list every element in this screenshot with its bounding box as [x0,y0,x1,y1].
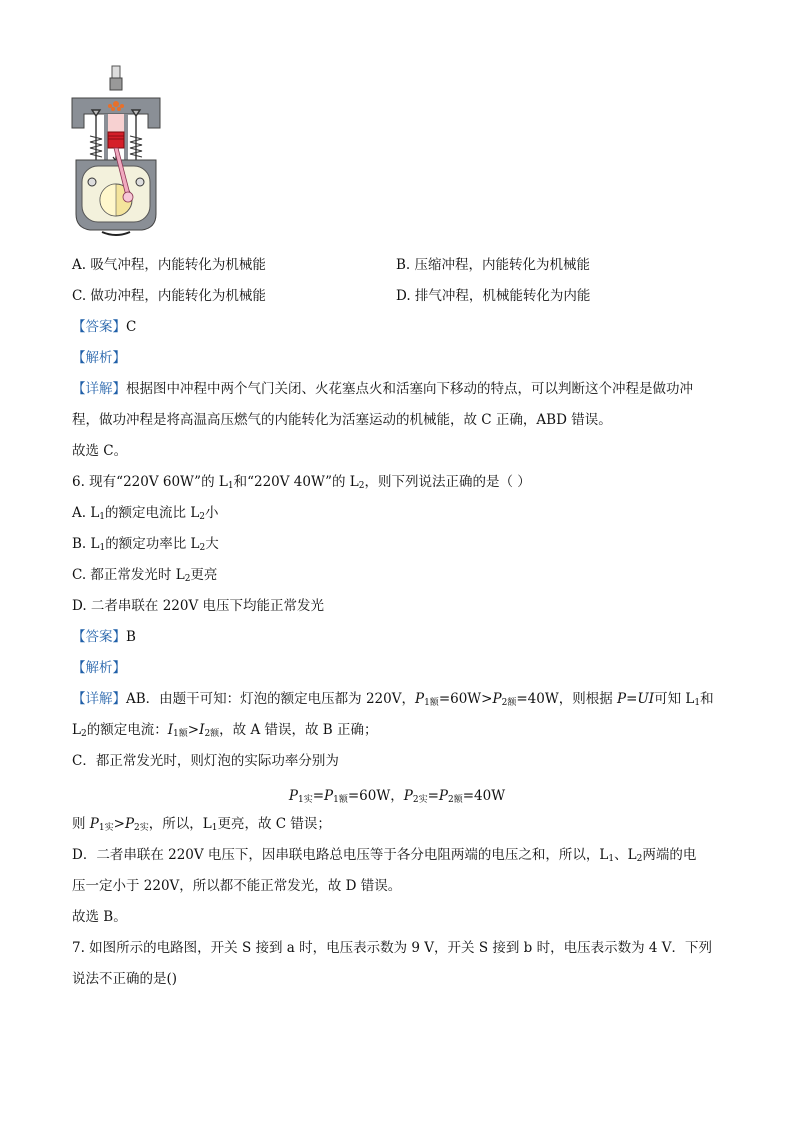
q7-stem-line-2: 说法不正确的是() [72,971,178,987]
q6-power-formula: $P_{1实}=P_{1额}=60W$，$P_{2实}=P_{2额}=40W$ [288,788,506,805]
q6-detail-ab-line-1: 【详解】AB．由题干可知：灯泡的额定电压都为 220V，$P_{1额}=60W>P_{2额}=40W$，则根据 P=UI可知 $L_1$和 [72,691,714,708]
q5-answer: 【答案】C [72,319,137,335]
cam-left [88,178,96,186]
q6-detail-ab-line-2: $L_2$的额定电流：$I_{1额}>I_{2额}$，故 A 错误，故 B 正确； [72,722,378,739]
q6-conclusion: 故选 B。 [72,909,127,925]
engine-diagram [68,64,164,244]
q6-option-a: A. $L_1$的额定电流比 $L_2$小 [72,505,219,522]
q6-stem: 6. 现有“220V 60W”的 $L_1$和“220V 40W”的 $L_2$，则下列说法正确的是（ ） [72,474,531,491]
rotation-arrow [102,232,130,235]
q6-analysis-tag: 【解析】 [72,660,126,676]
q5-analysis-tag: 【解析】 [72,350,126,366]
q5-conclusion: 故选 C。 [72,443,128,459]
q6-detail-d-line-1: D．二者串联在 220V 电压下，因串联电路总电压等于各分电阻两端的电压之和，所以，$L_1$、$L_2$两端的电 [72,847,697,864]
q7-stem-line-1: 7. 如图所示的电路图，开关 S 接到 a 时，电压表示数为 9 V，开关 S 接到 b 时，电压表示数为 4 V．下列 [72,940,713,956]
answer-tag: 【答案】 [72,319,126,335]
piston [108,132,124,148]
q5-option-c: C. 做功冲程，内能转化为机械能 [72,288,266,304]
q6-option-d: D. 二者串联在 220V 电压下均能正常发光 [72,598,325,614]
combustion-chamber [108,114,124,132]
q6-option-b: B. $L_1$的额定功率比 $L_2$大 [72,536,219,553]
q5-option-a: A. 吸气冲程，内能转化为机械能 [72,257,266,273]
q6-detail-c-line: C．都正常发光时，则灯泡的实际功率分别为 [72,753,339,769]
q6-detail-c-conclusion: 则 $P_{1实}>P_{2实}$，所以，$L_1$更亮，故 C 错误； [72,816,331,833]
q5-option-d: D. 排气冲程，机械能转化为内能 [396,288,591,304]
q5-option-b: B. 压缩冲程，内能转化为机械能 [396,257,591,273]
q5-detail-line-2: 程，做功冲程是将高温高压燃气的内能转化为活塞运动的机械能，故 C 正确，ABD 错误。 [72,412,612,428]
q6-answer: 【答案】B [72,629,136,645]
q5-detail-line-1: 【详解】根据图中冲程中两个气门关闭、火花塞点火和活塞向下移动的特点，可以判断这个冲程是做功冲 [72,381,693,397]
cam-right [136,178,144,186]
q6-option-c: C. 都正常发光时 $L_2$更亮 [72,567,218,584]
q6-detail-d-line-2: 压一定小于 220V，所以都不能正常发光，故 D 错误。 [72,878,402,894]
